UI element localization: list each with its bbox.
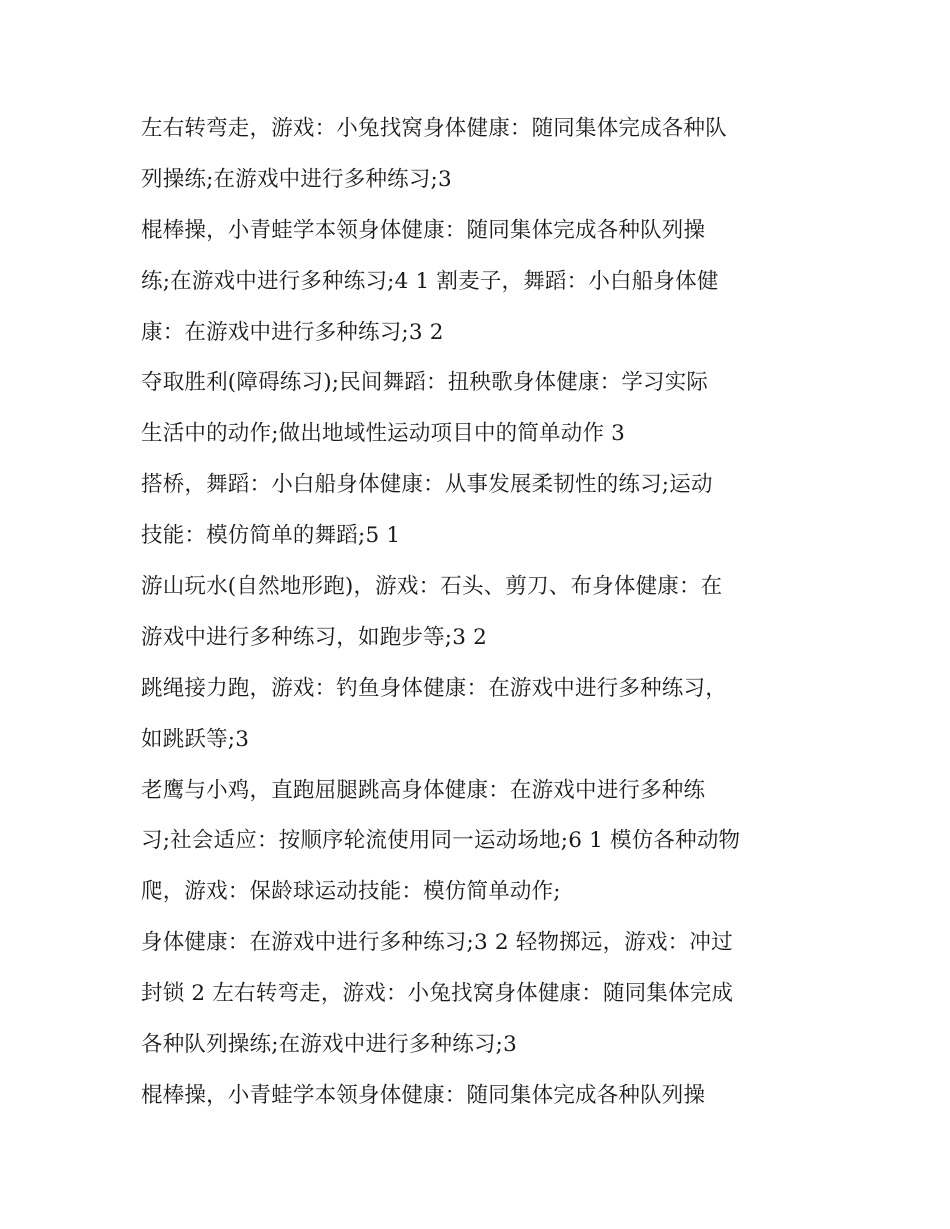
text-line: 各种队列操练;在游戏中进行多种练习;3 bbox=[141, 1032, 517, 1058]
document-body bbox=[141, 104, 821, 1122]
text-line: 列操练;在游戏中进行多种练习;3 bbox=[141, 166, 452, 192]
text-line: 游戏中进行多种练习，如跑步等;3 2 bbox=[141, 624, 488, 650]
text-line: 技能：模仿简单的舞蹈;5 1 bbox=[141, 523, 401, 549]
text-line: 康：在游戏中进行多种练习;3 2 bbox=[141, 319, 444, 345]
text-line: 棍棒操，小青蛙学本领身体健康：随同集体完成各种队列操 bbox=[141, 217, 706, 243]
text-line: 夺取胜利(障碍练习);民间舞蹈：扭秧歌身体健康：学习实际 bbox=[141, 370, 709, 396]
text-line: 棍棒操，小青蛙学本领身体健康：随同集体完成各种队列操 bbox=[141, 1082, 706, 1108]
text-line: 生活中的动作;做出地域性运动项目中的简单动作 3 bbox=[141, 421, 626, 447]
text-line: 跳绳接力跑，游戏：钓鱼身体健康：在游戏中进行多种练习， bbox=[141, 675, 727, 701]
text-line: 搭桥，舞蹈：小白船身体健康：从事发展柔韧性的练习;运动 bbox=[141, 472, 713, 498]
text-line: 封锁 2 左右转弯走，游戏：小兔找窝身体健康：随同集体完成 bbox=[141, 981, 734, 1007]
text-line: 左右转弯走，游戏：小兔找窝身体健康：随同集体完成各种队 bbox=[141, 116, 727, 141]
text-line: 身体健康：在游戏中进行多种练习;3 2 轻物掷远，游戏：冲过 bbox=[141, 930, 733, 956]
text-line: 习;社会适应：按顺序轮流使用同一运动场地;6 1 模仿各种动物 bbox=[141, 828, 741, 854]
text-line: 练;在游戏中进行多种练习;4 1 割麦子，舞蹈：小白船身体健 bbox=[141, 268, 719, 294]
text-line: 爬，游戏：保龄球运动技能：模仿简单动作; bbox=[141, 879, 561, 905]
text-line: 如跳跃等;3 bbox=[141, 726, 250, 752]
text-line: 游山玩水(自然地形跑)，游戏：石头、剪刀、布身体健康：在 bbox=[141, 574, 723, 600]
text-line: 老鹰与小鸡，直跑屈腿跳高身体健康：在游戏中进行多种练 bbox=[141, 777, 706, 803]
